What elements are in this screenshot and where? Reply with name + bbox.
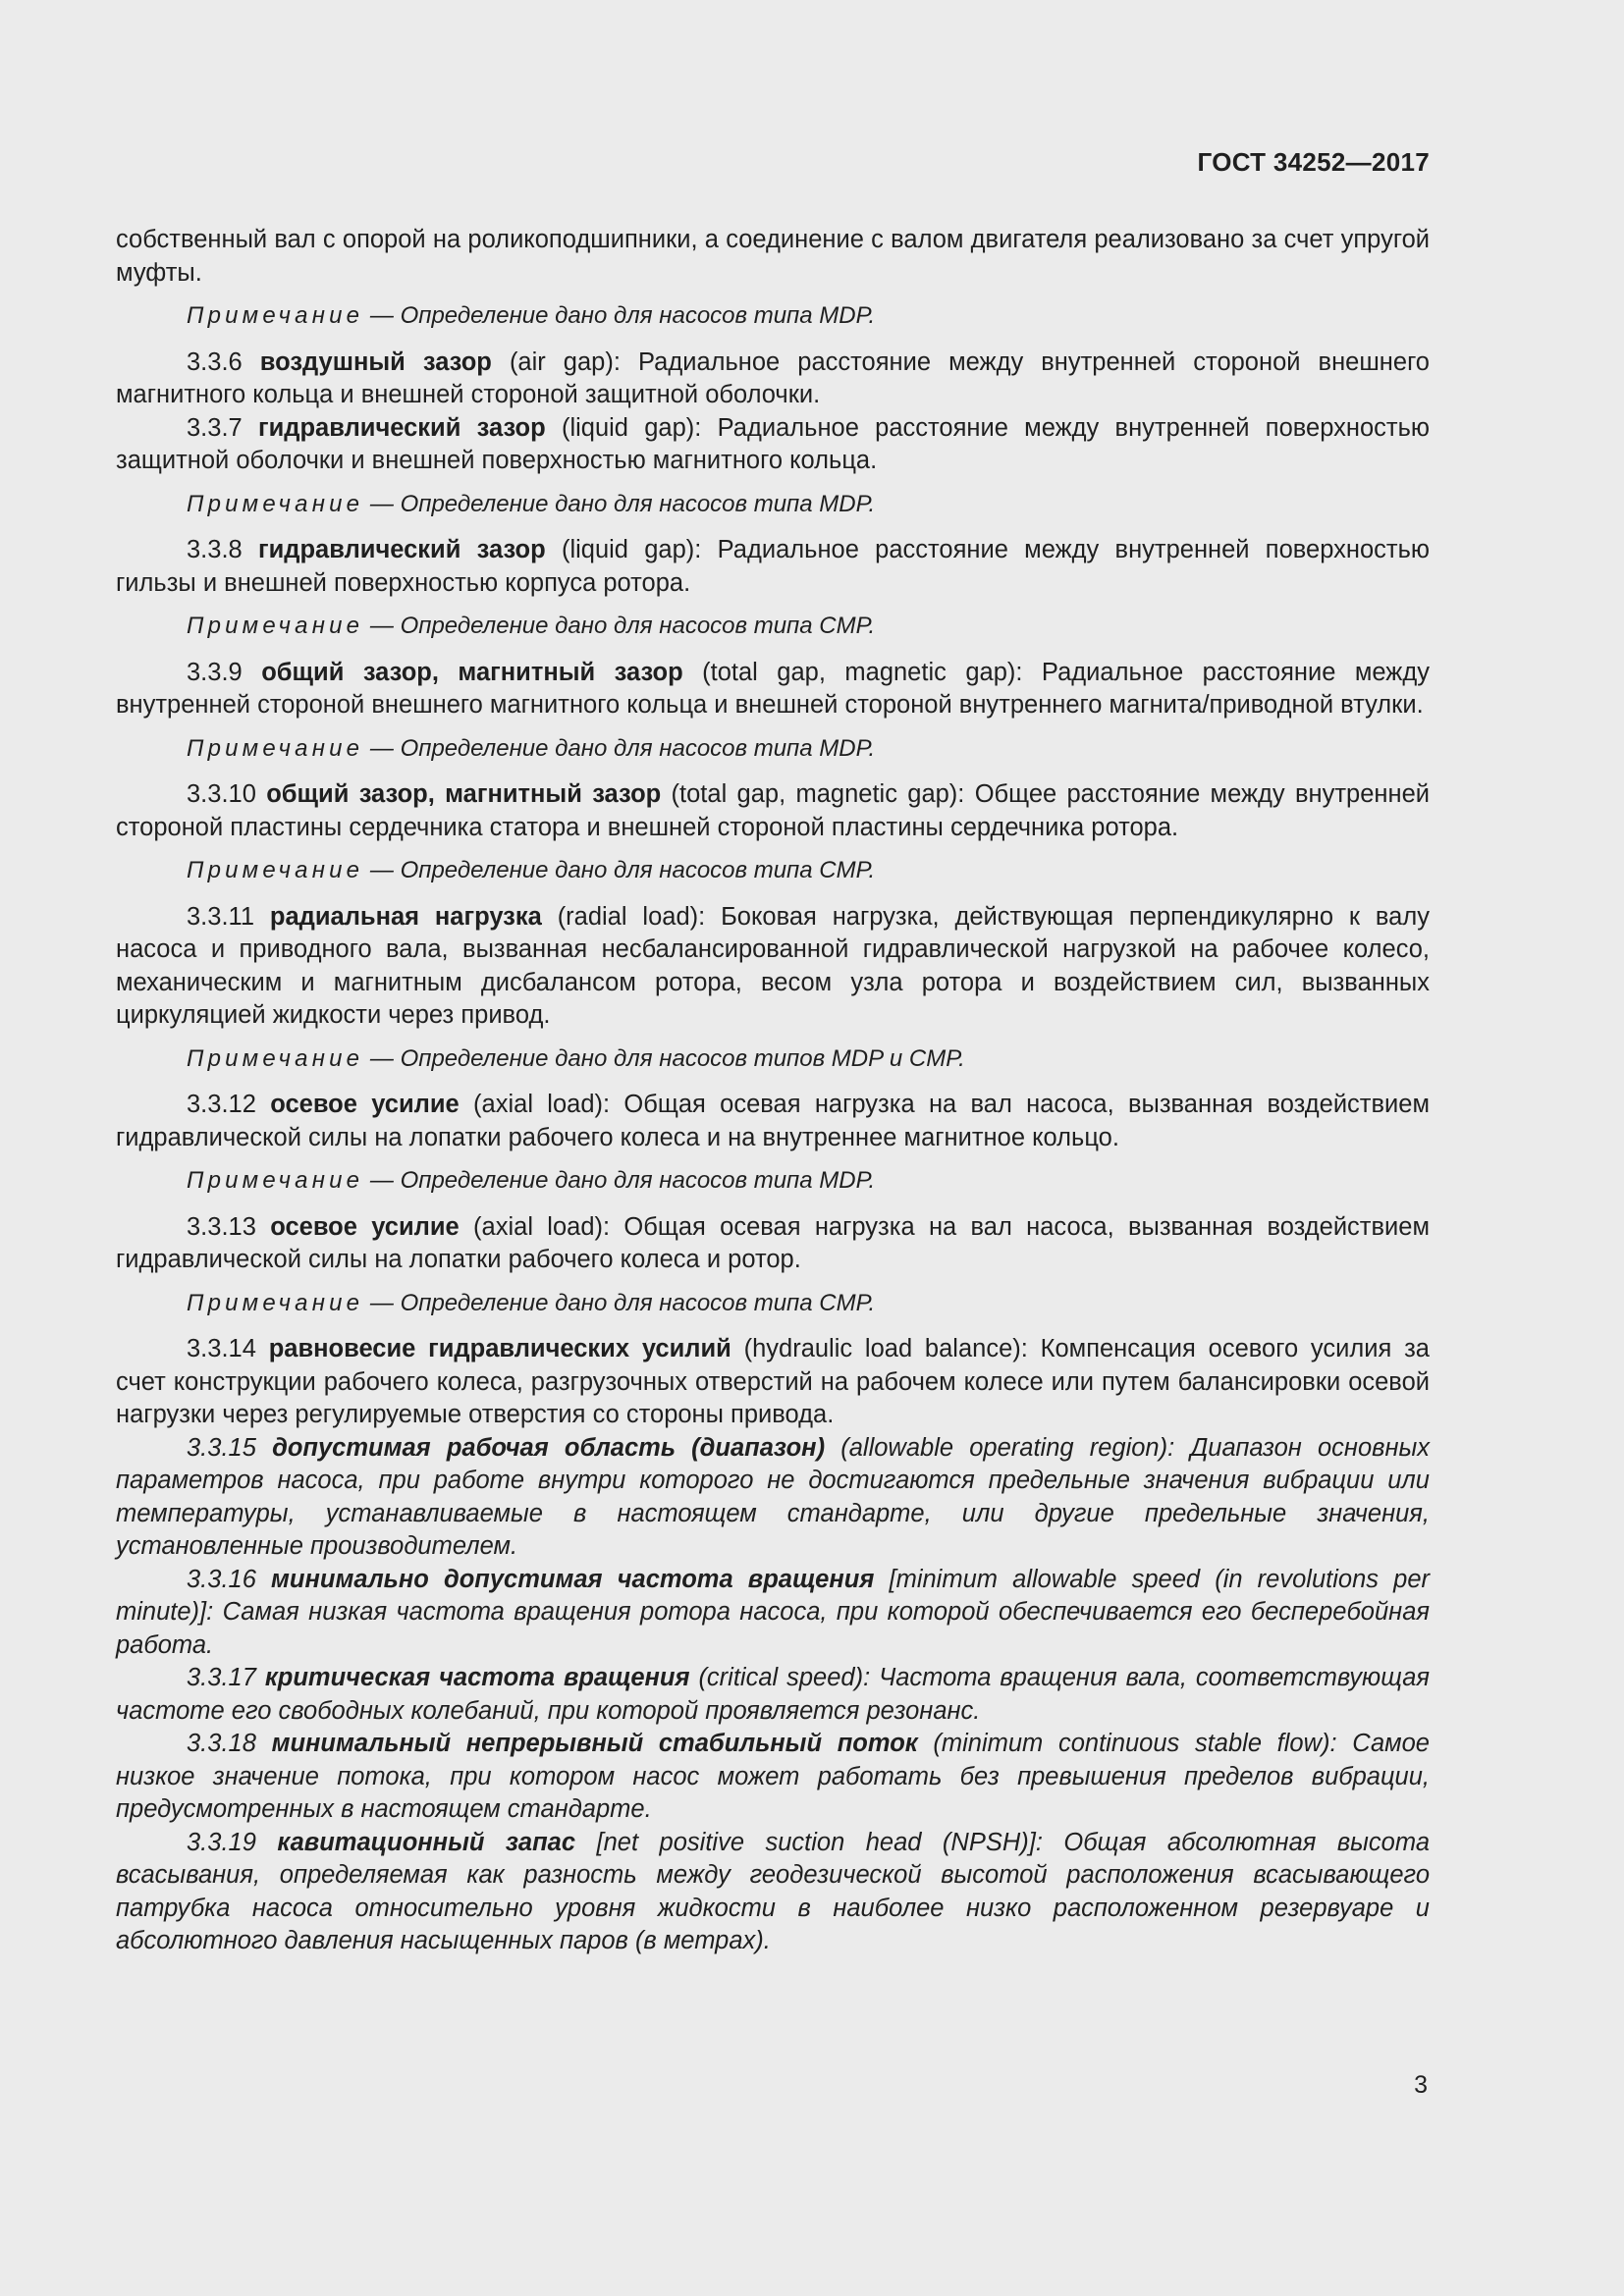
note-label: Примечание <box>187 734 364 762</box>
note-text: Определение дано для насосов типов MDP и CMP. <box>400 1044 965 1072</box>
note-paragraph <box>116 1164 1430 1198</box>
note-dash: — <box>369 1289 394 1316</box>
definition-number: 3.3.19 <box>187 1828 256 1856</box>
note-paragraph <box>116 1042 1430 1076</box>
definition-term: радиальная нагрузка <box>269 902 542 931</box>
definition-paragraph <box>116 901 1430 1033</box>
definition-number: 3.3.18 <box>187 1730 256 1757</box>
definition-paragraph <box>116 1211 1430 1277</box>
note-label: Примечание <box>187 1289 364 1316</box>
note-label: Примечание <box>187 857 364 883</box>
note-dash: — <box>369 1044 394 1072</box>
note-label: Примечание <box>187 1167 364 1194</box>
definition-number: 3.3.10 <box>187 780 256 808</box>
definition-term: равновесие гидравлических усилий <box>268 1335 731 1362</box>
definition-paragraph <box>116 534 1430 600</box>
definition-term: минимальный непрерывный стабильный поток <box>271 1730 918 1757</box>
note-dash: — <box>369 302 394 329</box>
definition-term: общий зазор, магнитный зазор <box>266 780 662 808</box>
definition-term: осевое усилие <box>270 1091 460 1118</box>
definition-term: гидравлический зазор <box>257 413 546 442</box>
definition-text: (critical speed): Частота вращения вала, соответствующая частоте его свободных колебаний, при которой проявляется резонанс. <box>116 1664 1430 1725</box>
definition-text: (hydraulic load balance): Компенсация осевого усилия за счет конструкции рабочего колеса, разгрузочных отверстий на рабочем колесе или путем балансировки осевой нагрузки через регулируемые отверстия со стороны привода. <box>116 1335 1430 1428</box>
definition-number: 3.3.16 <box>187 1565 256 1593</box>
definition-number: 3.3.15 <box>187 1433 256 1462</box>
definition-number: 3.3.8 <box>187 536 243 563</box>
definition-number: 3.3.9 <box>187 658 243 686</box>
note-paragraph <box>116 488 1430 521</box>
note-label: Примечание <box>187 613 364 639</box>
definition-number: 3.3.7 <box>187 413 243 442</box>
document-body <box>116 224 1430 1958</box>
paragraph-text: собственный вал с опорой на роликоподшипники, а соединение с валом двигателя реализовано за счет упругой муфты. <box>116 226 1430 287</box>
definition-paragraph <box>116 1333 1430 1432</box>
definition-paragraph <box>116 1432 1430 1564</box>
definition-text: (minimum continuous stable flow): Самое низкое значение потока, при котором насос может работать без превышения пределов вибрации, предусмотренных в настоящем стандарте. <box>116 1730 1430 1823</box>
definition-text: (radial load): Боковая нагрузка, действующая перпендикулярно к валу насоса и приводного вала, вызванная несбалансированной гидравлической нагрузкой на рабочее колесо, механическим и магнитным дисбалансом ротора, весом узла ротора и воздействием сил, вызванных циркуляцией жидкости через привод. <box>116 902 1430 1029</box>
page-number: 3 <box>1414 2071 1428 2099</box>
definition-text: (liquid gap): Радиальное расстояние между внутренней поверхностью защитной оболочки и внешней поверхностью магнитного кольца. <box>116 413 1430 474</box>
note-dash: — <box>369 613 394 639</box>
definition-text: (allowable operating region): Диапазон основных параметров насоса, при работе внутри которого не достигаются предельные значения вибрации или температуры, устанавливаемые в настоящем стандарте, или другие предельные значения, установленные производителем. <box>116 1433 1430 1560</box>
definition-term: кавитационный запас <box>277 1828 576 1856</box>
definition-term: минимально допустимая частота вращения <box>271 1565 875 1593</box>
definition-paragraph <box>116 412 1430 478</box>
definition-text: (axial load): Общая осевая нагрузка на вал насоса, вызванная воздействием гидравлической силы на лопатки рабочего колеса и на внутреннее магнитное кольцо. <box>116 1091 1430 1151</box>
note-label: Примечание <box>187 490 364 517</box>
note-text: Определение дано для насосов типа CMP. <box>400 1289 876 1316</box>
note-label: Примечание <box>187 1044 364 1072</box>
note-text: Определение дано для насосов типа CMP. <box>400 613 876 639</box>
note-paragraph <box>116 1287 1430 1320</box>
definition-text: (liquid gap): Радиальное расстояние между внутренней поверхностью гильзы и внешней поверхностью корпуса ротора. <box>116 536 1430 597</box>
definition-number: 3.3.11 <box>187 902 255 931</box>
note-paragraph <box>116 732 1430 766</box>
definition-term: общий зазор, магнитный зазор <box>261 658 683 686</box>
definition-paragraph <box>116 1728 1430 1827</box>
note-text: Определение дано для насосов типа MDP. <box>400 1167 876 1194</box>
note-dash: — <box>369 1167 394 1194</box>
definition-number: 3.3.17 <box>187 1664 256 1691</box>
note-text: Определение дано для насосов типа MDP. <box>400 302 876 329</box>
definition-text: (air gap): Радиальное расстояние между внутренней стороной внешнего магнитного кольца и внешней стороной защитной оболочки. <box>116 347 1430 408</box>
definition-paragraph <box>116 1662 1430 1728</box>
note-paragraph <box>116 299 1430 333</box>
note-dash: — <box>369 857 394 883</box>
definition-term: осевое усилие <box>270 1212 460 1241</box>
definition-paragraph <box>116 1089 1430 1154</box>
document-code-header: ГОСТ 34252—2017 <box>1197 147 1430 177</box>
note-text: Определение дано для насосов типа CMP. <box>400 857 876 883</box>
definition-paragraph <box>116 1564 1430 1663</box>
definition-paragraph <box>116 1827 1430 1958</box>
note-dash: — <box>369 490 394 517</box>
note-label: Примечание <box>187 302 364 329</box>
definition-paragraph <box>116 778 1430 844</box>
definition-text: [minimum allowable speed (in revolutions per minute)]: Самая низкая частота вращения ротора насоса, при которой обеспечивается его бесперебойная работа. <box>116 1565 1430 1659</box>
continuation-paragraph <box>116 224 1430 290</box>
note-paragraph <box>116 854 1430 887</box>
definition-number: 3.3.13 <box>187 1212 256 1241</box>
definition-term: критическая частота вращения <box>264 1664 690 1691</box>
definition-number: 3.3.6 <box>187 347 243 376</box>
note-text: Определение дано для насосов типа MDP. <box>400 734 876 762</box>
definition-text: [net positive suction head (NPSH)]: Общая абсолютная высота всасывания, определяемая как разность между геодезической высотой расположения всасывающего патрубка насоса относительно уровня жидкости в наиболее низко расположенном резервуаре и абсолютного давления насыщенных паров (в метрах). <box>116 1828 1430 1954</box>
definition-term: воздушный зазор <box>259 347 492 376</box>
definition-text: (total gap, magnetic gap): Общее расстояние между внутренней стороной пластины сердечника статора и внешней стороной пластины сердечника ротора. <box>116 780 1430 841</box>
definition-paragraph <box>116 347 1430 412</box>
definition-text: (total gap, magnetic gap): Радиальное расстояние между внутренней стороной внешнего магнитного кольца и внешней стороной внутреннего магнита/приводной втулки. <box>116 658 1430 719</box>
definition-term: гидравлический зазор <box>257 536 546 563</box>
definition-number: 3.3.12 <box>187 1091 256 1118</box>
note-paragraph <box>116 610 1430 643</box>
note-dash: — <box>369 734 394 762</box>
definition-number: 3.3.14 <box>187 1335 256 1362</box>
note-text: Определение дано для насосов типа MDP. <box>400 490 876 517</box>
definition-term: допустимая рабочая область (диапазон) <box>272 1433 826 1462</box>
definition-paragraph <box>116 657 1430 722</box>
definition-text: (axial load): Общая осевая нагрузка на вал насоса, вызванная воздействием гидравлической силы на лопатки рабочего колеса и ротор. <box>116 1212 1430 1273</box>
